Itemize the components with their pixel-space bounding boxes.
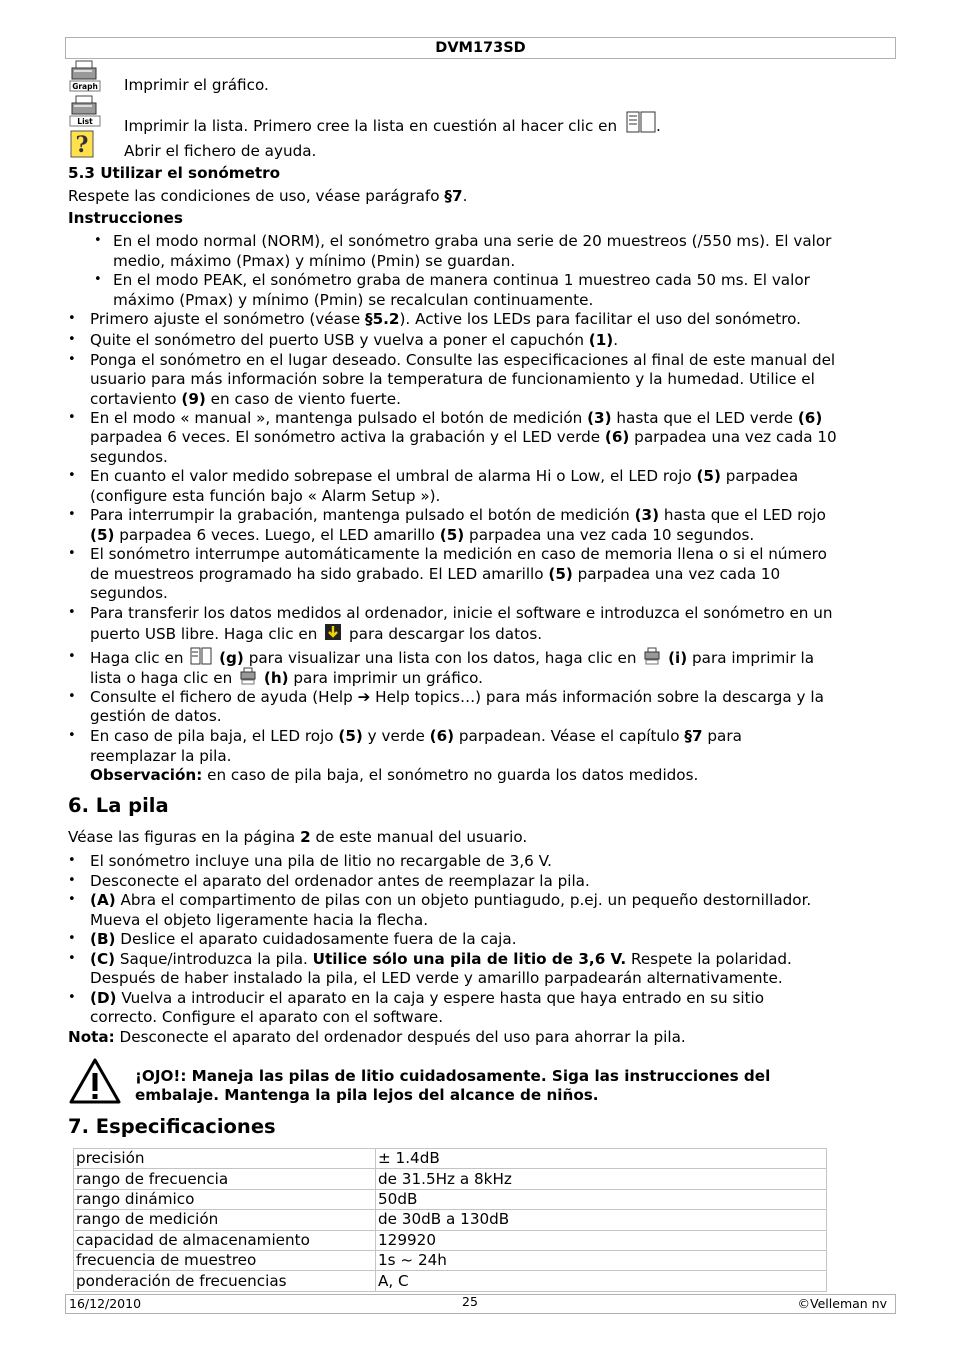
list-item: En caso de pila baja, el LED rojo (5) y verde (6) parpadean. Véase el capítulo §7 para bbox=[90, 727, 742, 745]
icon-row-text: Abrir el fichero de ayuda. bbox=[124, 142, 317, 160]
bullet-dot: • bbox=[94, 272, 102, 287]
instructions-label: Instrucciones bbox=[68, 209, 183, 227]
list-item: correcto. Configure el aparato con el software. bbox=[90, 1008, 444, 1026]
spec-name: precisión bbox=[74, 1149, 376, 1169]
bullet-dot: • bbox=[68, 931, 76, 946]
list-item: En el modo normal (NORM), el sonómetro graba una serie de 20 muestreos (/550 ms). El valor bbox=[113, 232, 832, 250]
list-item: parpadea 6 veces. El sonómetro activa la grabación y el LED verde (6) parpadea una vez cada 10 bbox=[90, 428, 837, 446]
observation-note: Observación: en caso de pila baja, el sonómetro no guarda los datos medidos. bbox=[90, 766, 699, 784]
list-item: (A) Abra el compartimento de pilas con un objeto puntiagudo, p.ej. un pequeño destornillador. bbox=[90, 891, 812, 909]
print-list-icon bbox=[644, 647, 660, 670]
bullet-dot: • bbox=[68, 546, 76, 561]
icon-row-text: Imprimir la lista. Primero cree la lista en cuestión al hacer clic en . bbox=[124, 111, 661, 138]
svg-text:?: ? bbox=[75, 132, 89, 158]
table-row bbox=[74, 1189, 827, 1209]
svg-text:Graph: Graph bbox=[72, 82, 98, 91]
bullet-dot: • bbox=[68, 951, 76, 966]
bullet-dot: • bbox=[68, 689, 76, 704]
table-row bbox=[74, 1271, 827, 1291]
list-item: Haga clic en (g) para visualizar una lista con los datos, haga clic en (i) para imprimir la bbox=[90, 647, 814, 670]
spec-value: 1s ~ 24h bbox=[376, 1250, 827, 1270]
table-row bbox=[74, 1169, 827, 1189]
list-item: Para interrumpir la grabación, mantenga pulsado el botón de medición (3) hasta que el LED rojo bbox=[90, 506, 826, 524]
list-item: (B) Deslice el aparato cuidadosamente fuera de la caja. bbox=[90, 930, 517, 948]
list-item: Primero ajuste el sonómetro (véase §5.2). Active los LEDs para facilitar el uso del sonómetro. bbox=[90, 310, 802, 328]
list-item: Quite el sonómetro del puerto USB y vuelva a poner el capuchón (1). bbox=[90, 331, 619, 349]
list-item: puerto USB libre. Haga clic en para descargar los datos. bbox=[90, 625, 543, 643]
list-item: El sonómetro incluye una pila de litio no recargable de 3,6 V. bbox=[90, 852, 552, 870]
bullet-dot: • bbox=[94, 233, 102, 248]
section-heading: 6. La pila bbox=[68, 794, 169, 817]
list-item: medio, máximo (Pmax) y mínimo (Pmin) se guardan. bbox=[113, 252, 516, 270]
spec-value: de 31.5Hz a 8kHz bbox=[376, 1169, 827, 1189]
list-item: de muestreos programado ha sido grabado. El LED amarillo (5) parpadea una vez cada 10 bbox=[90, 565, 781, 583]
bullet-dot: • bbox=[68, 873, 76, 888]
list-item: lista o haga clic en (h) para imprimir un gráfico. bbox=[90, 667, 483, 690]
table-row bbox=[74, 1210, 827, 1230]
warning-triangle-icon bbox=[68, 1057, 122, 1109]
footer-date: 16/12/2010 bbox=[69, 1296, 142, 1311]
bullet-dot: • bbox=[68, 728, 76, 743]
help-icon bbox=[70, 130, 94, 162]
warning-text: embalaje. Mantenga la pila lejos del alcance de niños. bbox=[135, 1086, 599, 1104]
bullet-dot: • bbox=[68, 892, 76, 907]
svg-text:List: List bbox=[77, 117, 93, 126]
warning-text: ¡OJO!: Maneja las pilas de litio cuidadosamente. Siga las instrucciones del bbox=[135, 1067, 771, 1085]
specifications-table bbox=[73, 1148, 827, 1292]
page-number: 25 bbox=[462, 1294, 478, 1309]
list-item: En cuanto el valor medido sobrepase el umbral de alarma Hi o Low, el LED rojo (5) parpadea bbox=[90, 467, 799, 485]
list-item: máximo (Pmax) y mínimo (Pmin) se recalculan continuamente. bbox=[113, 291, 594, 309]
spec-value: 129920 bbox=[376, 1230, 827, 1250]
bullet-dot: • bbox=[68, 410, 76, 425]
list-item: gestión de datos. bbox=[90, 707, 222, 725]
list-item: Ponga el sonómetro en el lugar deseado. Consulte las especificaciones al final de este manual del bbox=[90, 351, 836, 369]
spec-value: 50dB bbox=[376, 1189, 827, 1209]
list-item: (C) Saque/introduzca la pila. Utilice sólo una pila de litio de 3,6 V. Respete la polaridad. bbox=[90, 950, 792, 968]
spec-value: A, C bbox=[376, 1271, 827, 1291]
spec-value: de 30dB a 130dB bbox=[376, 1210, 827, 1230]
table-row bbox=[74, 1149, 827, 1169]
list-item: usuario para más información sobre la temperatura de funcionamiento y la humedad. Utilice el bbox=[90, 370, 815, 388]
table-row bbox=[74, 1250, 827, 1270]
print-graph-icon bbox=[69, 60, 101, 96]
download-icon bbox=[325, 624, 341, 645]
bullet-dot: • bbox=[68, 468, 76, 483]
bullet-dot: • bbox=[68, 605, 76, 620]
spec-name: rango dinámico bbox=[74, 1189, 376, 1209]
list-item: Desconecte el aparato del ordenador antes de reemplazar la pila. bbox=[90, 872, 590, 890]
spec-name: ponderación de frecuencias bbox=[74, 1271, 376, 1291]
footer-copyright: ©Velleman nv bbox=[797, 1296, 887, 1311]
bullet-dot: • bbox=[68, 507, 76, 522]
paragraph: Respete las condiciones de uso, véase parágrafo §7. bbox=[68, 187, 468, 205]
bullet-dot: • bbox=[68, 352, 76, 367]
document-header bbox=[65, 37, 896, 59]
list-item: Después de haber instalado la pila, el LED verde y amarillo parpadearán alternativamente. bbox=[90, 969, 783, 987]
section-heading: 5.3 Utilizar el sonómetro bbox=[68, 164, 281, 182]
bullet-dot: • bbox=[68, 332, 76, 347]
spec-value: ± 1.4dB bbox=[376, 1149, 827, 1169]
list-item: segundos. bbox=[90, 584, 168, 602]
list-item: En el modo « manual », mantenga pulsado el botón de medición (3) hasta que el LED verde (6) bbox=[90, 409, 823, 427]
bullet-dot: • bbox=[68, 649, 76, 664]
document-footer bbox=[65, 1294, 896, 1314]
list-item: reemplazar la pila. bbox=[90, 747, 232, 765]
note: Nota: Desconecte el aparato del ordenador después del uso para ahorrar la pila. bbox=[68, 1028, 686, 1046]
list-item: (5) parpadea 6 veces. Luego, el LED amarillo (5) parpadea una vez cada 10 segundos. bbox=[90, 526, 755, 544]
print-list-icon bbox=[69, 95, 101, 131]
list-item: (D) Vuelva a introducir el aparato en la caja y espere hasta que haya entrado en su sitio bbox=[90, 989, 765, 1007]
bullet-dot: • bbox=[68, 853, 76, 868]
spec-name: rango de frecuencia bbox=[74, 1169, 376, 1189]
list-item: Consulte el fichero de ayuda (Help ➔ Help topics…) para más información sobre la descarga y la bbox=[90, 688, 824, 706]
list-view-icon bbox=[626, 111, 656, 138]
list-item: segundos. bbox=[90, 448, 168, 466]
list-item: (configure esta función bajo « Alarm Setup »). bbox=[90, 487, 441, 505]
spec-name: capacidad de almacenamiento bbox=[74, 1230, 376, 1250]
bullet-dot: • bbox=[68, 311, 76, 326]
spec-name: frecuencia de muestreo bbox=[74, 1250, 376, 1270]
section-heading: 7. Especificaciones bbox=[68, 1115, 276, 1138]
icon-row-text: Imprimir el gráfico. bbox=[124, 76, 269, 94]
list-item: Para transferir los datos medidos al ordenador, inicie el software e introduzca el sonómetro en un bbox=[90, 604, 833, 622]
table-row bbox=[74, 1230, 827, 1250]
model-title: DVM173SD bbox=[435, 40, 526, 56]
list-item: En el modo PEAK, el sonómetro graba de manera continua 1 muestreo cada 50 ms. El valor bbox=[113, 271, 810, 289]
list-item: cortaviento (9) en caso de viento fuerte. bbox=[90, 390, 401, 408]
bullet-dot: • bbox=[68, 990, 76, 1005]
list-item: Mueva el objeto ligeramente hacia la flecha. bbox=[90, 911, 429, 929]
list-item: El sonómetro interrumpe automáticamente la medición en caso de memoria llena o si el número bbox=[90, 545, 827, 563]
spec-name: rango de medición bbox=[74, 1210, 376, 1230]
paragraph: Véase las figuras en la página 2 de este manual del usuario. bbox=[68, 828, 528, 846]
